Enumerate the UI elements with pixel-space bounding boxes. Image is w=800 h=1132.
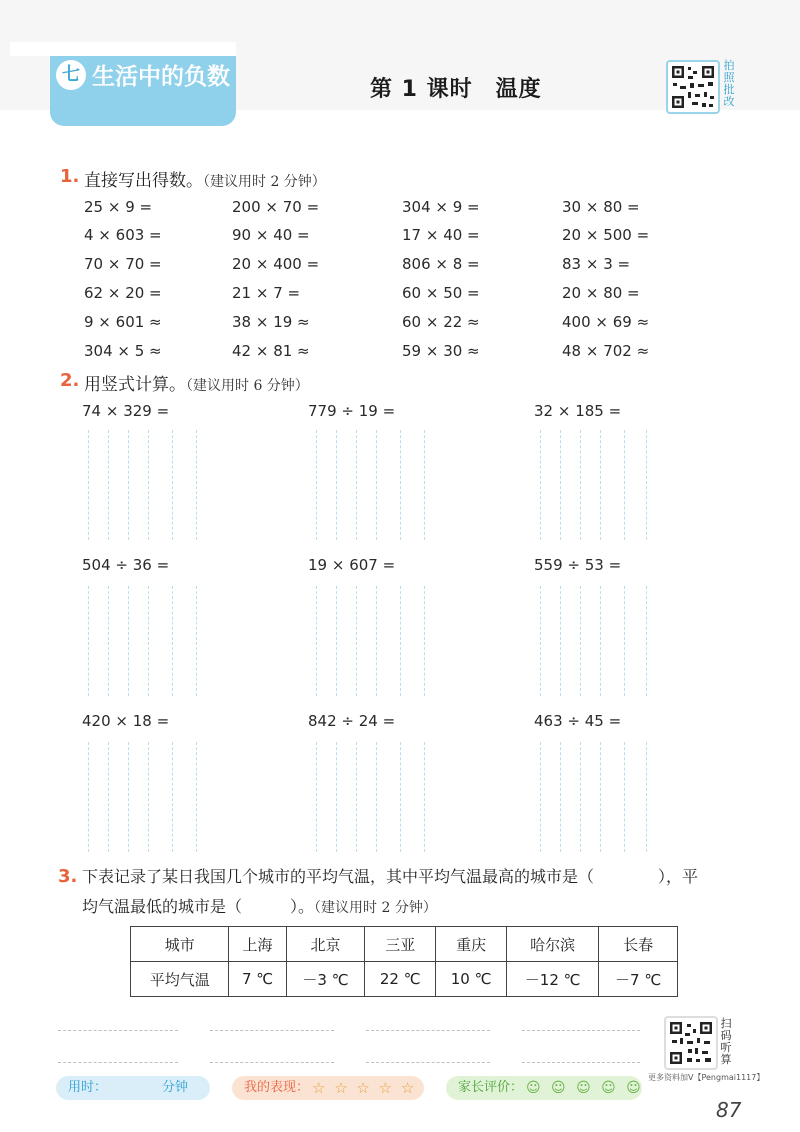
q2-problem: 779 ÷ 19 = xyxy=(308,402,396,420)
answer-line xyxy=(522,1030,640,1031)
q1-problem: 42 × 81 ≈ xyxy=(232,342,310,360)
answer-line xyxy=(522,1062,640,1063)
work-guide-line xyxy=(128,586,129,696)
work-guide-line xyxy=(336,586,337,696)
work-guide-line xyxy=(196,430,197,540)
work-guide-line xyxy=(624,430,625,540)
time-unit: 分钟 xyxy=(162,1080,189,1095)
work-guide-line xyxy=(316,430,317,540)
q1-problem: 200 × 70 = xyxy=(232,198,320,216)
work-guide-line xyxy=(624,742,625,852)
q3-text-line1: 下表记录了某日我国几个城市的平均气温，其中平均气温最高的城市是（ ），平 xyxy=(82,867,699,886)
city-cell: 长春 xyxy=(599,927,678,962)
work-guide-line xyxy=(356,742,357,852)
parent-evaluation-pill xyxy=(446,1076,642,1100)
work-guide-line xyxy=(540,430,541,540)
q1-problem: 60 × 22 ≈ xyxy=(402,313,480,331)
city-cell: 北京 xyxy=(286,927,365,962)
work-guide-line xyxy=(316,742,317,852)
work-guide-line xyxy=(540,742,541,852)
temp-cell: －7 ℃ xyxy=(599,962,678,997)
q1-problem: 90 × 40 = xyxy=(232,226,310,244)
performance-pill xyxy=(232,1076,424,1100)
smiley-rating[interactable]: ☺ ☺ ☺ ☺ ☺ xyxy=(526,1080,644,1096)
work-guide-line xyxy=(646,586,647,696)
work-guide-line xyxy=(580,586,581,696)
unit-title: 生活中的负数 xyxy=(92,64,230,90)
work-guide-line xyxy=(336,742,337,852)
q2-problem: 420 × 18 = xyxy=(82,712,170,730)
q1-problem: 38 × 19 ≈ xyxy=(232,313,310,331)
table-header-cell: 城市 xyxy=(131,927,229,962)
city-cell: 哈尔滨 xyxy=(507,927,599,962)
q2-problem: 463 ÷ 45 = xyxy=(534,712,622,730)
q2-problem: 32 × 185 = xyxy=(534,402,622,420)
q2-title: 用竖式计算。（建议用时 6 分钟） xyxy=(84,375,309,395)
work-guide-line xyxy=(400,430,401,540)
work-guide-line xyxy=(148,430,149,540)
q1-problem: 20 × 400 = xyxy=(232,255,320,273)
q1-problem: 806 × 8 = xyxy=(402,255,480,273)
work-guide-line xyxy=(646,742,647,852)
temp-cell: 22 ℃ xyxy=(365,962,436,997)
answer-line xyxy=(366,1062,490,1063)
work-guide-line xyxy=(424,586,425,696)
work-guide-line xyxy=(88,430,89,540)
q1-problem: 48 × 702 ≈ xyxy=(562,342,650,360)
q2-hint: （建议用时 6 分钟） xyxy=(186,378,309,394)
q1-title: 直接写出得数。（建议用时 2 分钟） xyxy=(84,171,326,191)
work-guide-line xyxy=(108,742,109,852)
q2-problem: 559 ÷ 53 = xyxy=(534,556,622,574)
work-guide-line xyxy=(88,742,89,852)
work-guide-line xyxy=(336,430,337,540)
parent-label: 家长评价： xyxy=(458,1080,524,1095)
work-guide-line xyxy=(646,430,647,540)
work-guide-line xyxy=(172,430,173,540)
star-rating[interactable]: ☆ ☆ ☆ ☆ ☆ xyxy=(312,1079,417,1097)
city-cell: 重庆 xyxy=(436,927,507,962)
qr-bottom-label: 扫 码 听 算 xyxy=(720,1017,732,1066)
work-guide-line xyxy=(128,742,129,852)
work-guide-line xyxy=(624,586,625,696)
answer-line xyxy=(366,1030,490,1031)
q3-number: 3. xyxy=(58,866,78,887)
q2-problem: 74 × 329 = xyxy=(82,402,170,420)
work-guide-line xyxy=(400,586,401,696)
temp-cell: 7 ℃ xyxy=(229,962,286,997)
work-guide-line xyxy=(600,742,601,852)
temp-cell: 10 ℃ xyxy=(436,962,507,997)
work-guide-line xyxy=(600,586,601,696)
q2-number: 2. xyxy=(60,370,80,391)
unit-number-badge: 七 xyxy=(56,60,86,90)
q2-problem: 19 × 607 = xyxy=(308,556,396,574)
work-guide-line xyxy=(148,742,149,852)
unit-tab xyxy=(50,42,236,126)
q1-problem: 60 × 50 = xyxy=(402,284,480,302)
work-guide-line xyxy=(560,430,561,540)
work-guide-line xyxy=(376,430,377,540)
work-guide-line xyxy=(356,586,357,696)
time-label: 用时： xyxy=(68,1080,108,1095)
q1-problem: 304 × 9 = xyxy=(402,198,480,216)
q1-problem: 9 × 601 ≈ xyxy=(84,313,162,331)
lesson-title: 第 1 课时 温度 xyxy=(370,77,542,102)
work-guide-line xyxy=(540,586,541,696)
city-cell: 三亚 xyxy=(365,927,436,962)
work-guide-line xyxy=(172,742,173,852)
city-cell: 上海 xyxy=(229,927,286,962)
work-guide-line xyxy=(560,586,561,696)
work-guide-line xyxy=(88,586,89,696)
work-guide-line xyxy=(108,586,109,696)
work-guide-line xyxy=(424,742,425,852)
q1-problem: 25 × 9 = xyxy=(84,198,153,216)
answer-line xyxy=(58,1030,178,1031)
table-row xyxy=(131,927,678,962)
work-guide-line xyxy=(580,742,581,852)
qr-code-icon[interactable] xyxy=(666,60,720,114)
answer-line xyxy=(210,1030,334,1031)
page-number: 87 xyxy=(716,1098,742,1122)
q1-problem: 21 × 7 = xyxy=(232,284,301,302)
q2-problem: 842 ÷ 24 = xyxy=(308,712,396,730)
work-guide-line xyxy=(196,742,197,852)
q1-number: 1. xyxy=(60,166,80,187)
q1-problem: 20 × 500 = xyxy=(562,226,650,244)
q1-problem: 400 × 69 ≈ xyxy=(562,313,650,331)
performance-label: 我的表现： xyxy=(244,1080,310,1095)
q3-hint: （建议用时 2 分钟） xyxy=(314,900,437,916)
work-guide-line xyxy=(356,430,357,540)
q3-text-line2: 均气温最低的城市是（ ）。（建议用时 2 分钟） xyxy=(82,897,437,916)
q1-problem: 30 × 80 = xyxy=(562,198,640,216)
table-row-label: 平均气温 xyxy=(131,962,229,997)
table-row xyxy=(131,962,678,997)
work-guide-line xyxy=(148,586,149,696)
temp-cell: －3 ℃ xyxy=(286,962,365,997)
header-stripe xyxy=(10,42,236,56)
work-guide-line xyxy=(128,430,129,540)
work-guide-line xyxy=(316,586,317,696)
work-guide-line xyxy=(376,586,377,696)
temperature-table xyxy=(130,926,678,997)
work-guide-line xyxy=(600,430,601,540)
watermark: 更多资料加V【Pengmai1117】 xyxy=(648,1073,765,1082)
work-guide-line xyxy=(172,586,173,696)
work-guide-line xyxy=(424,430,425,540)
work-guide-line xyxy=(108,430,109,540)
q1-problem: 70 × 70 = xyxy=(84,255,162,273)
q1-problem: 59 × 30 ≈ xyxy=(402,342,480,360)
q1-problem: 62 × 20 = xyxy=(84,284,162,302)
answer-line xyxy=(210,1062,334,1063)
time-spent-pill xyxy=(56,1076,210,1100)
work-guide-line xyxy=(400,742,401,852)
temp-cell: －12 ℃ xyxy=(507,962,599,997)
work-guide-line xyxy=(580,430,581,540)
work-guide-line xyxy=(560,742,561,852)
q1-problem: 20 × 80 = xyxy=(562,284,640,302)
q1-problem: 304 × 5 ≈ xyxy=(84,342,162,360)
q1-hint: （建议用时 2 分钟） xyxy=(203,174,326,190)
q1-problem: 4 × 603 = xyxy=(84,226,162,244)
q1-problem: 83 × 3 = xyxy=(562,255,631,273)
qr-code-icon[interactable] xyxy=(664,1016,718,1070)
q1-problem: 17 × 40 = xyxy=(402,226,480,244)
work-guide-line xyxy=(376,742,377,852)
q2-problem: 504 ÷ 36 = xyxy=(82,556,170,574)
qr-top-label: 拍 照 批 改 xyxy=(723,59,735,108)
answer-line xyxy=(58,1062,178,1063)
work-guide-line xyxy=(196,586,197,696)
